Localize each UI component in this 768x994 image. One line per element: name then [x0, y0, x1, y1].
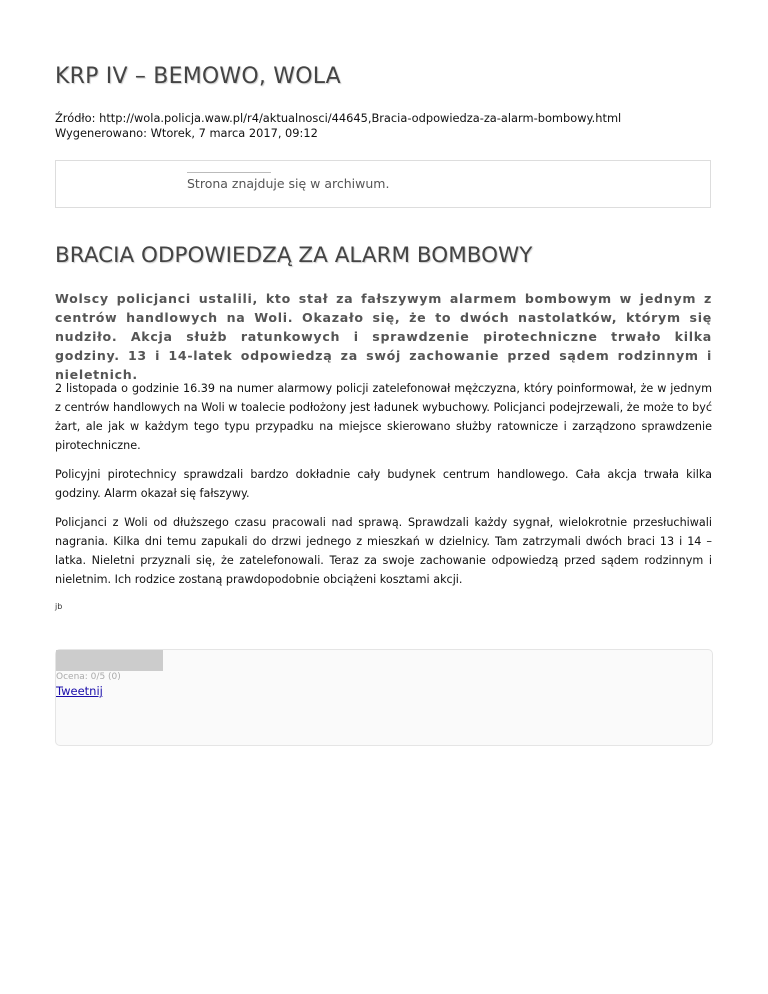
article-paragraph: Policjanci z Woli od dłuższego czasu pracowali nad sprawą. Sprawdzali każdy sygnał, wielokrotnie przesłuchiwali nagrania. Kilka dni temu zapukali do drzwi jednego z mieszkań w dzielnicy. Tam zatrzymali dwóch braci 13 i 14 –latka. Nieletni przyznali się, że zatelefonowali. Teraz za swoje zachowanie odpowiedzą przed sądem rodzinnym i nieletnim. Ich rodzice zostaną prawdopodobnie obciążeni kosztami akcji. — [55, 516, 712, 586]
author-initials: jb — [55, 602, 63, 611]
rating-stars[interactable] — [56, 650, 163, 671]
source-url: Źródło: http://wola.policja.waw.pl/r4/aktualnosci/44645,Bracia-odpowiedza-za-alarm-bombowy.html — [55, 111, 622, 125]
article-title: BRACIA ODPOWIEDZĄ ZA ALARM BOMBOWY — [55, 243, 533, 268]
article-lead — [55, 289, 712, 384]
archive-divider — [187, 172, 271, 173]
archive-notice: Strona znajduje się w archiwum. — [187, 176, 390, 191]
rating-panel — [55, 649, 713, 746]
print-meta — [55, 111, 621, 141]
site-title: KRP IV – BEMOWO, WOLA — [55, 64, 341, 89]
generated-date: Wygenerowano: Wtorek, 7 marca 2017, 09:12 — [55, 126, 318, 140]
tweet-link[interactable]: Tweetnij — [56, 684, 103, 698]
article-body — [55, 379, 712, 599]
lead-text: Wolscy policjanci ustalili, kto stał za fałszywym alarmem bombowym w jednym z centrów handlowych na Woli. Okazało się, że to dwóch nastolatków, którym się nudziło. Akcja służb ratunkowych i sprawdzenie pirotechniczne trwało kilka godziny. 13 i 14-latek odpowiedzą za swój zachowanie przed sądem rodzinnym i nieletnich. — [55, 291, 712, 382]
rating-score: Ocena: 0/5 (0) — [56, 672, 121, 682]
archive-notice-box — [55, 160, 711, 208]
article-paragraph: Policyjni pirotechnicy sprawdzali bardzo dokładnie cały budynek centrum handlowego. Cała akcja trwała kilka godziny. Alarm okazał się fałszywy. — [55, 468, 712, 500]
article-paragraph: 2 listopada o godzinie 16.39 na numer alarmowy policji zatelefonował mężczyzna, który poinformował, że w jednym z centrów handlowych na Woli w toalecie podłożony jest ładunek wybuchowy. Policjanci podejrzewali, że może to być żart, ale jak w każdym tego typu przypadku na miejsce skierowano służby ratownicze i zarządzono sprawdzenie pirotechniczne. — [55, 382, 712, 452]
